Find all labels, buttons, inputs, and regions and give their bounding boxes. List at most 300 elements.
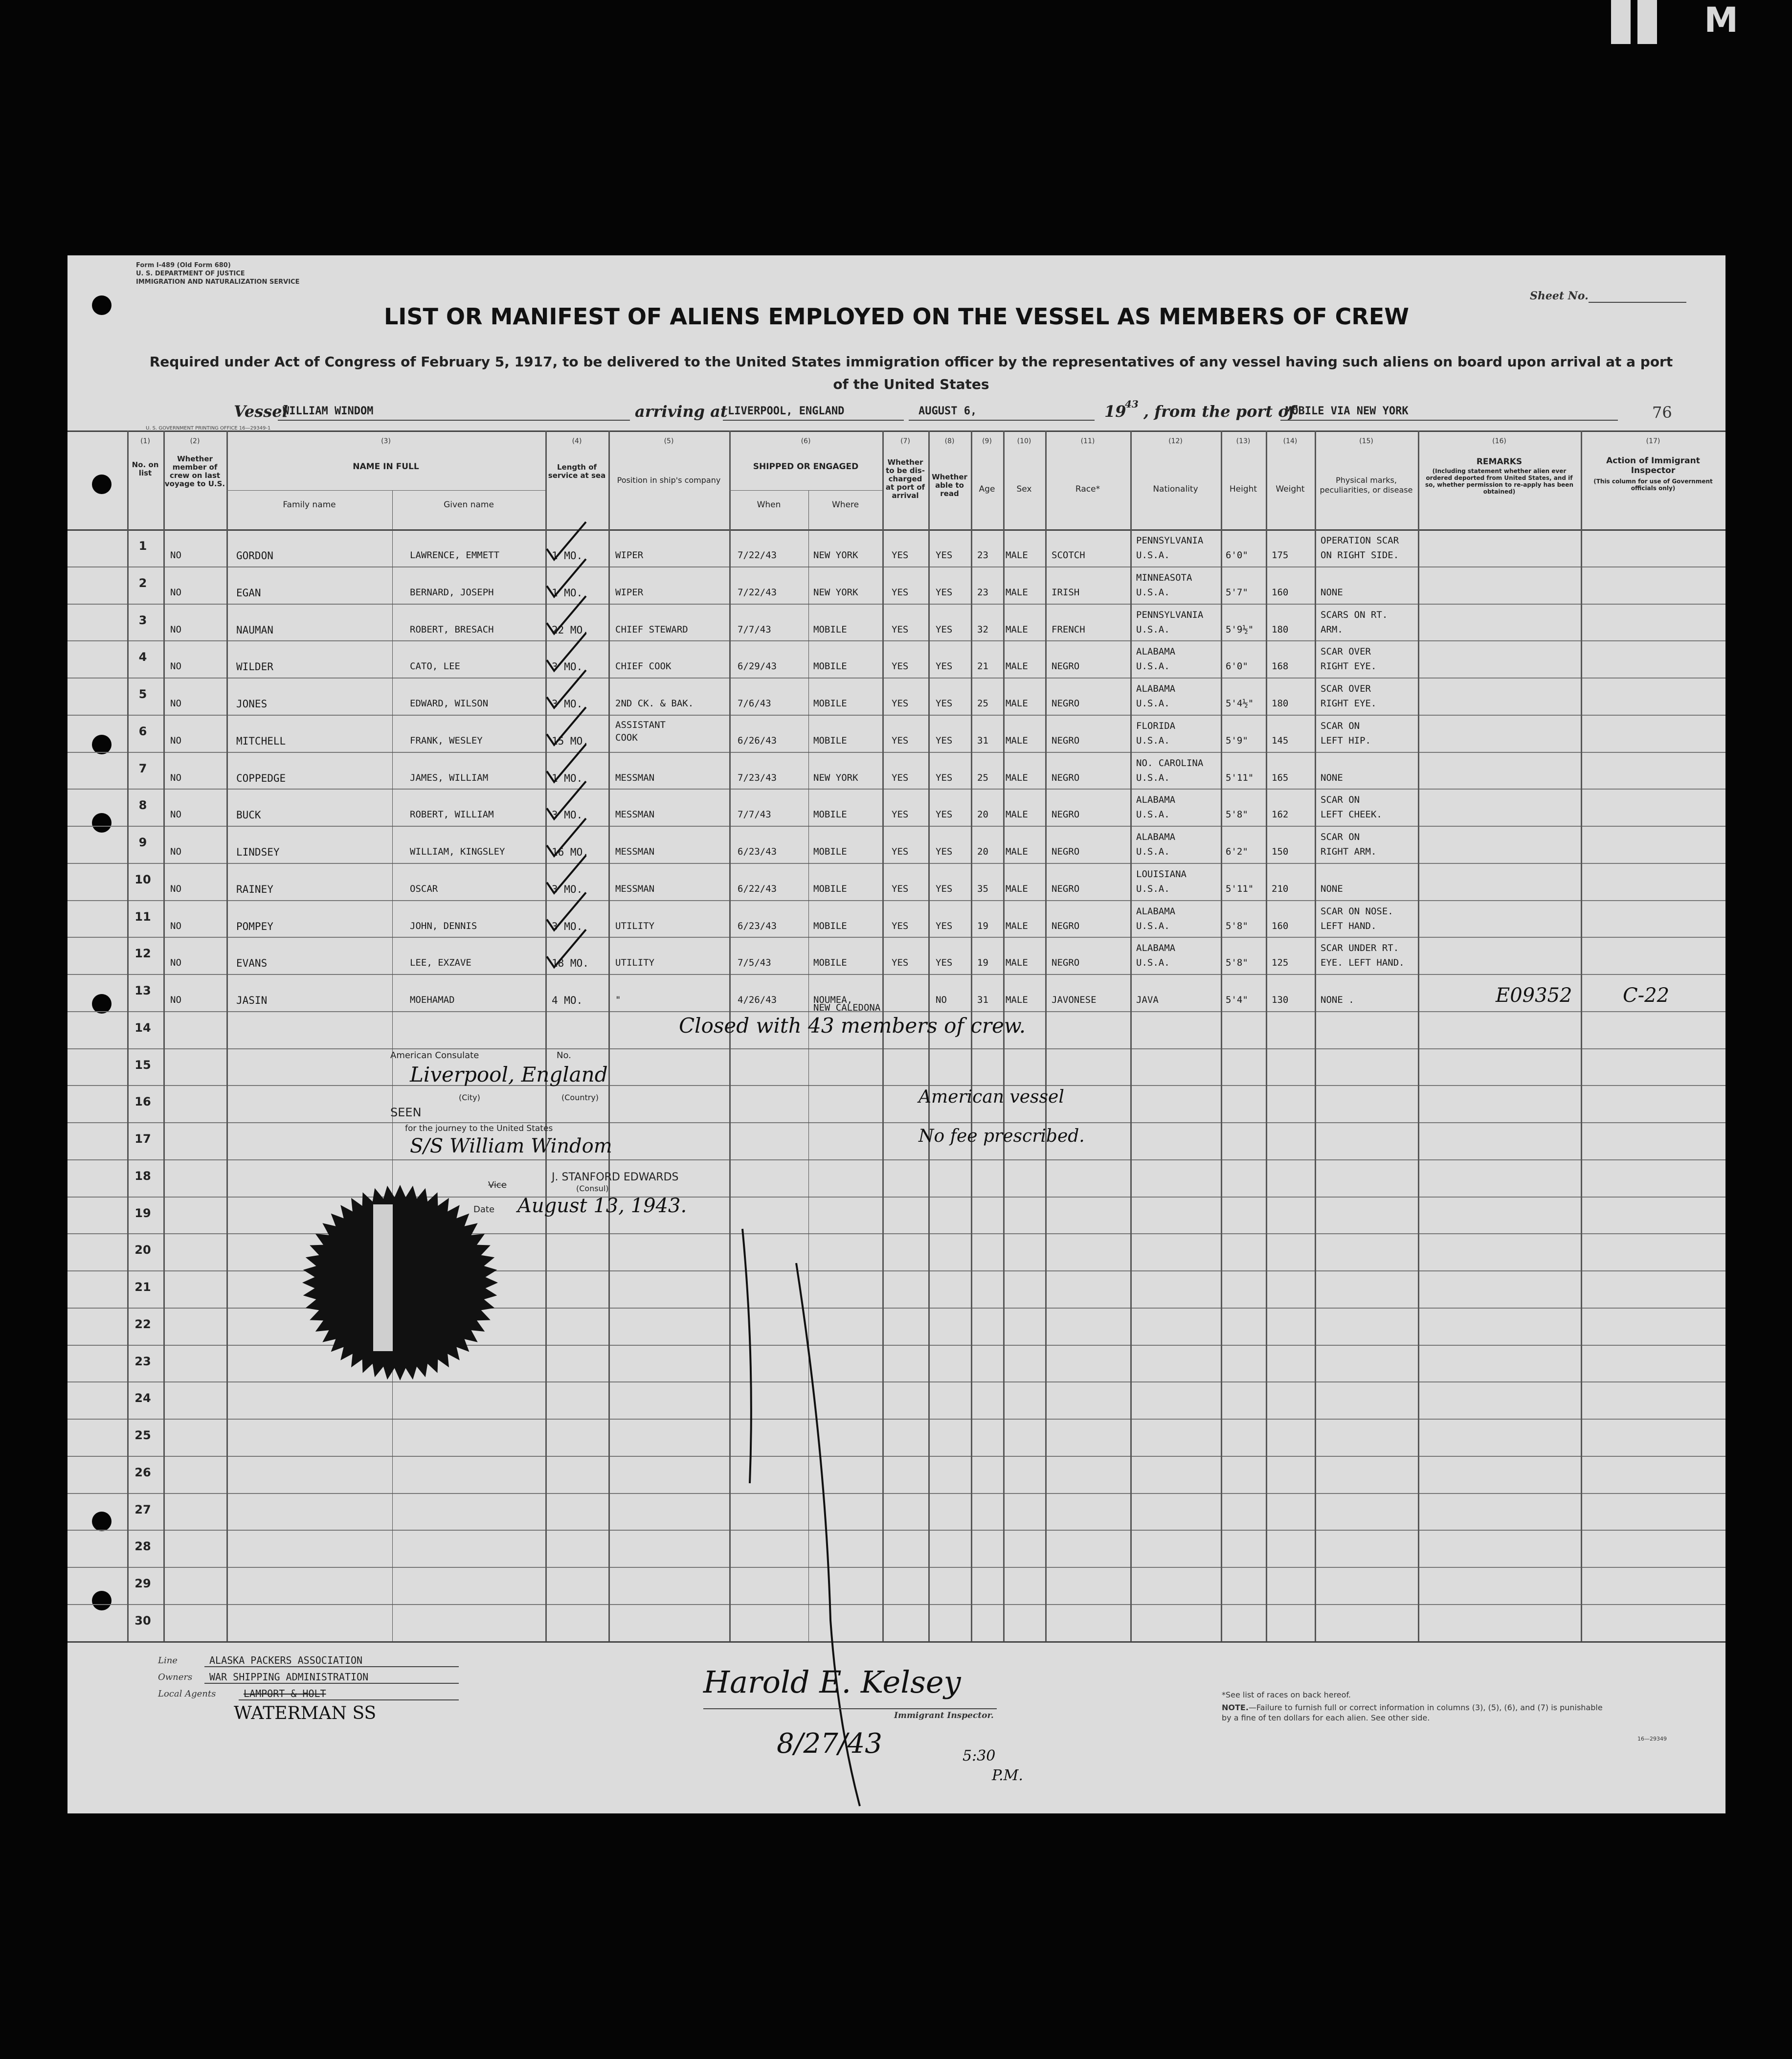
sex-cell: MALE [1006, 624, 1028, 635]
discharged-cell: YES [892, 846, 909, 857]
physical-marks-cell-line2: NONE [1321, 587, 1343, 598]
department-name: U. S. DEPARTMENT OF JUSTICE [136, 270, 245, 277]
family-name-cell: WILDER [236, 661, 273, 673]
able-to-read-cell: YES [936, 772, 953, 783]
given-name-cell: EDWARD, WILSON [410, 698, 489, 709]
document-title: LIST OR MANIFEST OF ALIENS EMPLOYED ON THE VESSEL AS MEMBERS OF CREW [383, 303, 1409, 330]
position-cell: UTILITY [615, 957, 655, 969]
country-label: (Country) [561, 1093, 599, 1102]
able-to-read-cell: YES [936, 624, 953, 635]
row-divider [67, 1159, 1725, 1160]
weight-cell: 150 [1272, 846, 1289, 857]
service-length-cell: 18 MO. [552, 957, 589, 970]
age-cell: 25 [977, 698, 988, 709]
race-cell: SCOTCH [1052, 550, 1085, 561]
height-cell: 5'11" [1226, 772, 1254, 783]
header-shipped: SHIPPED OR ENGAGED [753, 462, 859, 472]
height-cell: 5'7" [1226, 587, 1248, 598]
member-cell: NO [170, 920, 181, 931]
row-number: 9 [138, 836, 147, 849]
row-number: 7 [138, 761, 147, 775]
header-discharged: Whether to be dis-charged at port of arrival [885, 458, 925, 500]
note-text: —Failure to furnish full or correct information in columns (3), (5), (6), and (7) is punishable by a fine of ten dollars for each alien. See other side. [1222, 1703, 1603, 1722]
nationality-state-cell: MINNEASOTA [1136, 572, 1192, 583]
position-cell: WIPER [615, 587, 644, 598]
punch-hole [92, 813, 112, 833]
given-name-cell: ROBERT, WILLIAM [410, 809, 494, 820]
form-identification [136, 261, 299, 286]
header-physical-marks: Physical marks, peculiarities, or disease [1320, 475, 1413, 495]
consul-label: (Consul) [576, 1184, 609, 1193]
physical-marks-cell-line2: NONE . [1321, 995, 1354, 1005]
row-number: 17 [134, 1132, 151, 1146]
member-cell: NO [170, 735, 181, 746]
shipped-where-line2: NEW CALEDONA [813, 1002, 881, 1013]
family-name-cell: BUCK [236, 809, 261, 821]
shipped-when-cell: 6/23/43 [738, 920, 777, 931]
shipped-when-cell: 7/22/43 [738, 587, 777, 598]
from-port: MOBILE VIA NEW YORK [1285, 405, 1409, 417]
race-cell: NEGRO [1052, 957, 1080, 969]
row-number: 12 [134, 947, 151, 961]
age-cell: 20 [977, 846, 988, 857]
penalty-note [1222, 1702, 1613, 1723]
height-cell: 5'9½" [1226, 624, 1254, 635]
row-number: 4 [138, 650, 147, 664]
nationality-country-cell: U.S.A. [1136, 550, 1170, 561]
row-number: 10 [134, 872, 151, 886]
nationality-country-cell: U.S.A. [1136, 735, 1170, 746]
row-number: 11 [134, 909, 151, 924]
header-position: Position in ship's company [617, 475, 721, 485]
weight-cell: 145 [1272, 735, 1289, 746]
nationality-country-cell: U.S.A. [1136, 883, 1170, 894]
shipped-where-cell: MOBILE [813, 735, 847, 746]
physical-marks-cell: SCAR ON [1321, 832, 1360, 842]
row-divider [67, 566, 1725, 567]
header-remarks: REMARKS [1476, 457, 1523, 467]
age-cell: 23 [977, 587, 988, 598]
line-value: ALASKA PACKERS ASSOCIATION [209, 1654, 363, 1666]
shipped-when-cell: 6/22/43 [738, 883, 777, 894]
inspector-signature: Harold E. Kelsey [703, 1664, 961, 1700]
nationality-state-cell: PENNSYLVANIA [1136, 535, 1204, 546]
position-cell-line2: COOK [615, 732, 638, 743]
sex-cell: MALE [1006, 587, 1028, 598]
owners-value: WAR SHIPPING ADMINISTRATION [209, 1671, 369, 1683]
able-to-read-cell: YES [936, 809, 953, 820]
physical-marks-cell-line2: LEFT HIP. [1321, 735, 1371, 746]
physical-marks-cell-line2: NONE [1321, 772, 1343, 783]
position-cell: CHIEF STEWARD [615, 624, 688, 635]
age-cell: 32 [977, 624, 988, 635]
nationality-state-cell: ALABAMA [1136, 794, 1176, 806]
family-name-cell: NAUMAN [236, 624, 273, 636]
shipped-when-cell: 4/26/43 [738, 995, 777, 1005]
age-cell: 35 [977, 883, 988, 894]
given-name-cell: CATO, LEE [410, 661, 460, 672]
row-number: 28 [134, 1539, 151, 1554]
sex-cell: MALE [1006, 661, 1028, 672]
row-divider [67, 900, 1725, 901]
age-cell: 21 [977, 661, 988, 672]
service-length-cell: 1 MO. [552, 550, 583, 562]
vice-label: Vice [488, 1180, 507, 1190]
footer-form-code: 16—29349 [1637, 1736, 1667, 1742]
physical-marks-cell: SCAR ON [1321, 794, 1360, 806]
family-name-cell: COPPEDGE [236, 772, 286, 784]
row13-remarks: E09352 [1496, 984, 1572, 1007]
row-number: 23 [134, 1354, 151, 1368]
row-number: 22 [134, 1317, 151, 1331]
document-subtitle: Required under Act of Congress of February 5, 1917, to be delivered to the United States immigration officer by the representatives of any vessel having such aliens on board upon arrival at a port of the United States [149, 354, 1673, 392]
member-cell: NO [170, 698, 181, 709]
member-cell: NO [170, 550, 181, 561]
physical-marks-cell: SCAR ON NOSE. [1321, 905, 1393, 917]
family-name-cell: POMPEY [236, 920, 273, 932]
col-number: (2) [190, 437, 200, 445]
shipped-when-cell: 6/29/43 [738, 661, 777, 672]
row-number: 14 [134, 1020, 151, 1035]
nationality-country-cell: U.S.A. [1136, 587, 1170, 598]
shipped-where-cell: MOBILE [813, 698, 847, 709]
nationality-state-cell: FLORIDA [1136, 720, 1176, 731]
family-name-cell: MITCHELL [236, 735, 286, 747]
discharged-cell: YES [892, 883, 909, 894]
physical-marks-cell-line2: ARM. [1321, 624, 1343, 635]
family-name-cell: GORDON [236, 550, 273, 562]
header-name-in-full: NAME IN FULL [353, 462, 419, 472]
service-length-cell: 3 MO. [552, 698, 583, 710]
given-name-cell: LEE, EXZAVE [410, 957, 471, 969]
row-divider [67, 974, 1725, 975]
journey-label: for the journey to the United States [405, 1124, 553, 1133]
given-name-cell: ROBERT, BRESACH [410, 624, 494, 635]
row-number: 8 [138, 798, 147, 813]
col-number: (1) [140, 437, 150, 445]
race-cell: FRENCH [1052, 624, 1085, 635]
row-divider [67, 640, 1725, 641]
given-name-cell: OSCAR [410, 883, 438, 894]
row-number: 27 [134, 1502, 151, 1516]
nationality-state-cell: ALABAMA [1136, 832, 1176, 842]
sex-cell: MALE [1006, 920, 1028, 931]
nationality-country-cell: U.S.A. [1136, 661, 1170, 672]
film-corner-letter: M [1704, 0, 1738, 40]
american-vessel-annotation: American vessel [918, 1087, 1064, 1107]
weight-cell: 175 [1272, 550, 1289, 561]
given-name-cell: FRANK, WESLEY [410, 735, 483, 746]
col-number: (14) [1283, 437, 1298, 445]
embossed-seal [297, 1175, 503, 1390]
member-cell: NO [170, 587, 181, 598]
sex-cell: MALE [1006, 772, 1028, 783]
age-cell: 19 [977, 957, 988, 969]
header-action-note: (This column for use of Government officials only) [1593, 478, 1713, 492]
arriving-label: arriving at [635, 402, 728, 421]
stamp-date: August 13, 1943. [517, 1195, 687, 1217]
weight-cell: 125 [1272, 957, 1289, 969]
col-number: (10) [1017, 437, 1031, 445]
race-cell: NEGRO [1052, 809, 1080, 820]
row-number: 30 [134, 1613, 151, 1628]
service-length-cell: 15 MO. [552, 735, 589, 747]
shipped-where-cell: MOBILE [813, 957, 847, 969]
family-name-cell: RAINEY [236, 883, 273, 895]
able-to-read-cell: YES [936, 661, 953, 672]
consulate-no-label: No. [557, 1050, 571, 1061]
position-cell: CHIEF COOK [615, 661, 672, 672]
sex-cell: MALE [1006, 735, 1028, 746]
form-number: Form I-489 (Old Form 680) [136, 262, 231, 269]
physical-marks-cell: OPERATION SCAR [1321, 535, 1399, 546]
stamp-date-label: Date [473, 1204, 495, 1215]
position-cell: MESSMAN [615, 809, 655, 820]
row-divider [67, 826, 1725, 827]
row-divider [67, 752, 1725, 753]
age-cell: 20 [977, 809, 988, 820]
height-cell: 5'9" [1226, 735, 1248, 746]
punch-hole [92, 1591, 112, 1610]
service-length-cell: 4 MO. [552, 995, 583, 1006]
consul-place: Liverpool, England [410, 1063, 608, 1086]
col-number: (7) [900, 437, 910, 445]
agents-handwritten: WATERMAN SS [234, 1703, 377, 1723]
row-number: 15 [134, 1058, 151, 1072]
shipped-when-cell: 7/7/43 [738, 809, 771, 820]
height-cell: 5'8" [1226, 957, 1248, 969]
row-divider [67, 604, 1725, 605]
col-number: (6) [801, 437, 811, 445]
discharged-cell: YES [892, 550, 909, 561]
able-to-read-cell: YES [936, 698, 953, 709]
vessel-name: WILLIAM WINDOM [283, 405, 374, 417]
able-to-read-cell: YES [936, 883, 953, 894]
from-port-label: , from the port of [1143, 402, 1296, 421]
discharged-cell: YES [892, 772, 909, 783]
agents-label: Local Agents [158, 1689, 216, 1699]
consul-name: J. STANFORD EDWARDS [552, 1171, 679, 1183]
discharged-cell: YES [892, 661, 909, 672]
height-cell: 6'0" [1226, 550, 1248, 561]
age-cell: 19 [977, 920, 988, 931]
physical-marks-cell-line2: EYE. LEFT HAND. [1321, 957, 1405, 969]
header-remarks-note: (Including statement whether alien ever ordered deported from United States, and if so, whether permission to re-apply has been obtained) [1425, 468, 1573, 495]
punch-hole [92, 1512, 112, 1531]
weight-cell: 168 [1272, 661, 1289, 672]
film-edge-marks [1611, 0, 1665, 44]
height-cell: 5'11" [1226, 883, 1254, 894]
discharged-cell: YES [892, 957, 909, 969]
height-cell: 6'2" [1226, 846, 1248, 857]
family-name-cell: JONES [236, 698, 268, 710]
service-length-cell: 3 MO. [552, 661, 583, 673]
row-number: 3 [138, 613, 147, 627]
vessel-label: Vessel [234, 402, 288, 421]
position-cell: MESSMAN [615, 846, 655, 857]
physical-marks-cell: SCARS ON RT. [1321, 609, 1388, 620]
able-to-read-cell: YES [936, 550, 953, 561]
physical-marks-cell-line2: ON RIGHT SIDE. [1321, 550, 1399, 561]
weight-cell: 130 [1272, 995, 1289, 1005]
given-name-cell: JAMES, WILLIAM [410, 772, 489, 783]
row-divider [67, 937, 1725, 938]
service-length-cell: 22 MO. [552, 624, 589, 636]
header-sex: Sex [1016, 484, 1032, 494]
row-divider [67, 1122, 1725, 1123]
row-number: 25 [134, 1428, 151, 1442]
member-cell: NO [170, 809, 181, 820]
shipped-where-cell: MOBILE [813, 624, 847, 635]
discharged-cell: YES [892, 735, 909, 746]
weight-cell: 180 [1272, 698, 1289, 709]
no-fee-annotation: No fee prescribed. [918, 1126, 1085, 1146]
nationality-country-cell: U.S.A. [1136, 772, 1170, 783]
sex-cell: MALE [1006, 846, 1028, 857]
line-label: Line [158, 1655, 178, 1666]
height-cell: 5'8" [1226, 920, 1248, 931]
position-cell: UTILITY [615, 920, 655, 931]
race-cell: JAVONESE [1052, 995, 1097, 1005]
position-cell: MESSMAN [615, 772, 655, 783]
arriving-port: LIVERPOOL, ENGLAND [728, 405, 845, 417]
shipped-when-cell: 6/23/43 [738, 846, 777, 857]
family-name-cell: LINDSEY [236, 846, 280, 858]
consul-ship: S/S William Windom [410, 1135, 612, 1157]
header-weight: Weight [1276, 484, 1305, 494]
service-name: IMMIGRATION AND NATURALIZATION SERVICE [136, 278, 300, 286]
printing-office-line: U. S. GOVERNMENT PRINTING OFFICE 16—29349-1 [146, 426, 271, 431]
shipped-where-cell: MOBILE [813, 920, 847, 931]
shipped-where-cell: MOBILE [813, 846, 847, 857]
physical-marks-cell-line2: LEFT HAND. [1321, 920, 1377, 931]
member-cell: NO [170, 772, 181, 783]
nationality-state-cell: LOUISIANA [1136, 868, 1187, 880]
shipped-when-cell: 7/23/43 [738, 772, 777, 783]
row-number: 26 [134, 1465, 151, 1479]
service-length-cell: 3 MO. [552, 883, 583, 895]
nationality-state-cell: ALABAMA [1136, 943, 1176, 954]
header-length-of-service: Length of service at sea [548, 463, 606, 480]
member-cell: NO [170, 995, 181, 1005]
shipped-where-cell: NEW YORK [813, 772, 858, 783]
service-length-cell: 1 MO. [552, 772, 583, 784]
row-number: 20 [134, 1243, 151, 1257]
sheet-number-line [1589, 302, 1686, 303]
nationality-state-cell: ALABAMA [1136, 646, 1176, 657]
shipped-when-cell: 7/7/43 [738, 624, 771, 635]
able-to-read-cell: YES [936, 735, 953, 746]
shipped-when-cell: 7/5/43 [738, 957, 771, 969]
row-number: 13 [134, 984, 151, 997]
row-divider [67, 1085, 1725, 1086]
position-cell: " [615, 995, 621, 1005]
row-number: 19 [134, 1206, 151, 1220]
header-nationality: Nationality [1153, 484, 1198, 494]
nationality-state-cell: PENNSYLVANIA [1136, 609, 1204, 620]
weight-cell: 160 [1272, 920, 1289, 931]
row-divider [67, 715, 1725, 716]
physical-marks-cell: SCAR OVER [1321, 683, 1371, 694]
age-cell: 23 [977, 550, 988, 561]
header-when: When [757, 500, 781, 510]
header-where: Where [831, 500, 859, 510]
shipped-when-cell: 7/6/43 [738, 698, 771, 709]
nationality-state-cell: NO. CAROLINA [1136, 757, 1204, 769]
able-to-read-cell: YES [936, 587, 953, 598]
col-number: (16) [1492, 437, 1506, 445]
given-name-cell: JOHN, DENNIS [410, 920, 477, 931]
row-number: 29 [134, 1577, 151, 1590]
col-number: (15) [1359, 437, 1373, 445]
nationality-country-cell: U.S.A. [1136, 846, 1170, 857]
nationality-country-cell: U.S.A. [1136, 920, 1170, 931]
row-number: 6 [138, 724, 147, 738]
weight-cell: 165 [1272, 772, 1289, 783]
age-cell: 31 [977, 735, 988, 746]
discharged-cell: YES [892, 587, 909, 598]
physical-marks-cell-line2: RIGHT EYE. [1321, 698, 1377, 709]
nationality-country-cell: U.S.A. [1136, 809, 1170, 820]
service-length-cell: 3 MO. [552, 809, 583, 821]
row-divider [67, 863, 1725, 864]
given-name-cell: BERNARD, JOSEPH [410, 587, 494, 598]
nationality-country-cell: U.S.A. [1136, 957, 1170, 969]
row-number: 16 [134, 1095, 151, 1109]
nationality-country-cell: U.S.A. [1136, 698, 1170, 709]
given-name-cell: WILLIAM, KINGSLEY [410, 846, 505, 857]
col-number: (9) [982, 437, 992, 445]
inspection-time-ampm: P.M. [992, 1767, 1023, 1784]
row-number: 5 [138, 687, 147, 701]
sex-cell: MALE [1006, 809, 1028, 820]
row13-action: C-22 [1623, 984, 1670, 1007]
races-note: *See list of races on back hereof. [1222, 1690, 1351, 1699]
row-number: 18 [134, 1169, 151, 1183]
member-cell: NO [170, 624, 181, 635]
seen-label: SEEN [390, 1106, 422, 1119]
col-number: (13) [1236, 437, 1251, 445]
col-number: (5) [664, 437, 674, 445]
position-cell: WIPER [615, 550, 644, 561]
inspection-date: 8/27/43 [777, 1728, 882, 1760]
family-name-cell: JASIN [236, 995, 268, 1006]
shipped-when-cell: 6/26/43 [738, 735, 777, 746]
vessel-info-line [67, 398, 1725, 427]
service-length-cell: 1 MO. [552, 587, 583, 599]
race-cell: NEGRO [1052, 735, 1080, 746]
member-cell: NO [170, 846, 181, 857]
row-number: 1 [138, 539, 147, 553]
height-cell: 5'8" [1226, 809, 1248, 820]
service-length-cell: 16 MO. [552, 846, 589, 858]
arrival-date: AUGUST 6, [918, 405, 977, 417]
physical-marks-cell: SCAR OVER [1321, 646, 1371, 657]
race-cell: NEGRO [1052, 920, 1080, 931]
given-name-cell: MOEHAMAD [410, 995, 455, 1005]
shipped-when-cell: 7/22/43 [738, 550, 777, 561]
nationality-state-cell: ALABAMA [1136, 683, 1176, 694]
position-cell: 2ND CK. & BAK. [615, 698, 694, 709]
sex-cell: MALE [1006, 698, 1028, 709]
header-no-on-list: No. on list [132, 460, 159, 477]
race-cell: NEGRO [1052, 772, 1080, 783]
shipped-where-cell: MOBILE [813, 883, 847, 894]
race-cell: NEGRO [1052, 661, 1080, 672]
member-cell: NO [170, 661, 181, 672]
discharged-cell: YES [892, 809, 909, 820]
shipped-where-cell: NEW YORK [813, 587, 858, 598]
